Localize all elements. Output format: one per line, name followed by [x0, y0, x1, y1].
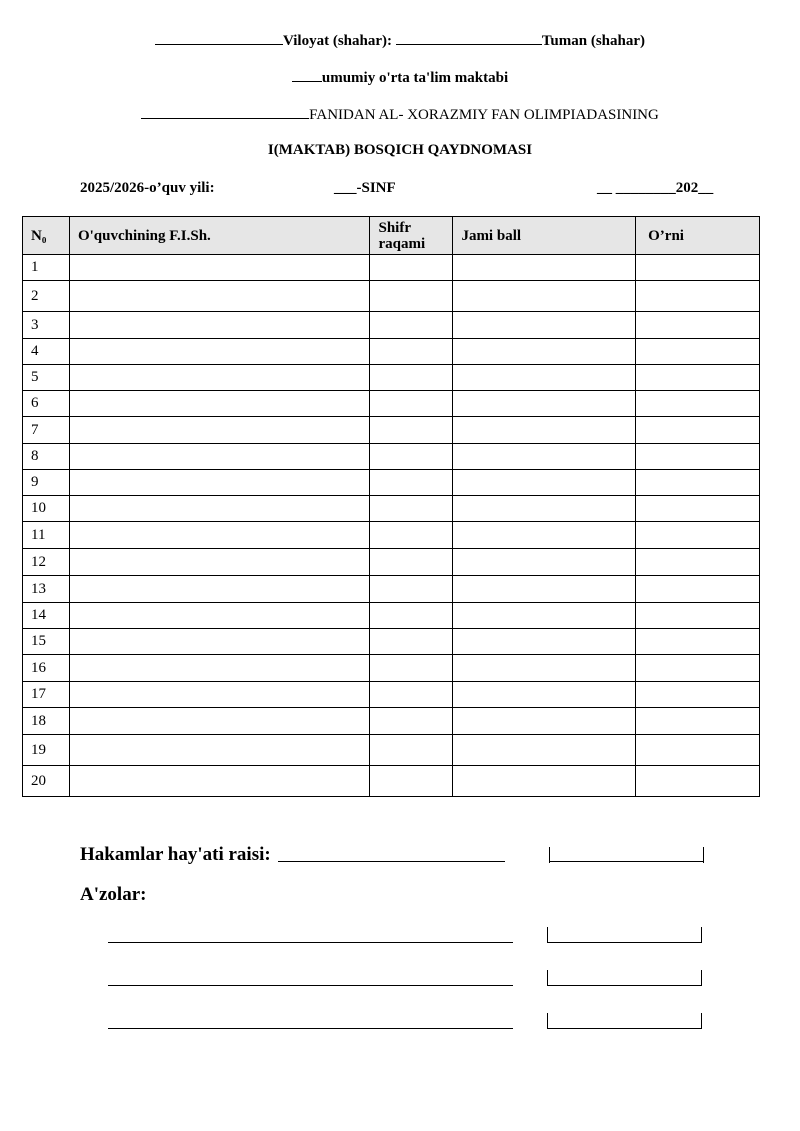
member-name-line[interactable]: [108, 1028, 513, 1029]
total-score-cell[interactable]: [453, 655, 636, 682]
student-name-cell[interactable]: [69, 549, 370, 576]
student-name-cell[interactable]: [69, 576, 370, 603]
student-name-cell[interactable]: [69, 444, 370, 470]
col-code: Shifr raqami: [370, 217, 453, 255]
table-row: [23, 576, 760, 603]
total-score-cell[interactable]: [453, 417, 636, 444]
place-cell[interactable]: [636, 655, 760, 682]
table-row: [23, 549, 760, 576]
student-name-cell[interactable]: [69, 365, 370, 391]
table-row: [23, 339, 760, 365]
total-score-cell[interactable]: [453, 766, 636, 797]
member-signature-bar-right: [701, 927, 702, 943]
place-cell[interactable]: [636, 603, 760, 629]
school-number-blank[interactable]: [292, 68, 322, 82]
chair-label: Hakamlar hay'ati raisi:: [80, 844, 271, 865]
row-number: 19: [23, 735, 70, 766]
row-number: 14: [23, 603, 70, 629]
code-cell[interactable]: [370, 470, 453, 496]
row-number: 2: [23, 281, 70, 312]
region-label: Viloyat (shahar):: [282, 33, 393, 49]
row-number: 15: [23, 629, 70, 655]
col-place: O’rni: [636, 217, 760, 255]
table-row: [23, 735, 760, 766]
member-signature-bar-right: [701, 1013, 702, 1029]
student-name-cell[interactable]: [69, 255, 370, 281]
place-cell[interactable]: [636, 522, 760, 549]
table-row: [23, 682, 760, 708]
code-cell[interactable]: [370, 281, 453, 312]
member-signature-bar-left: [547, 1013, 548, 1029]
row-number: 4: [23, 339, 70, 365]
row-number: 18: [23, 708, 70, 735]
member-name-line[interactable]: [108, 985, 513, 986]
class-label: ___-SINF: [334, 180, 396, 196]
place-cell[interactable]: [636, 391, 760, 417]
row-number: 11: [23, 522, 70, 549]
row-number: 8: [23, 444, 70, 470]
student-name-cell[interactable]: [69, 682, 370, 708]
row-number: 12: [23, 549, 70, 576]
total-score-cell[interactable]: [453, 735, 636, 766]
member-signature-bar-left: [547, 927, 548, 943]
table-row: [23, 629, 760, 655]
row-number: 3: [23, 312, 70, 339]
member-signature-line[interactable]: [548, 942, 701, 943]
region-blank[interactable]: [155, 31, 283, 45]
member-signature-bar-left: [547, 970, 548, 986]
table-row: [23, 444, 760, 470]
row-number: 16: [23, 655, 70, 682]
row-number: 17: [23, 682, 70, 708]
total-score-cell[interactable]: [453, 255, 636, 281]
code-cell[interactable]: [370, 444, 453, 470]
total-score-cell[interactable]: [453, 391, 636, 417]
col-total-score: Jami ball: [453, 217, 636, 255]
student-name-cell[interactable]: [69, 766, 370, 797]
place-cell[interactable]: [636, 766, 760, 797]
district-blank[interactable]: [396, 31, 542, 45]
subject-blank[interactable]: [141, 105, 309, 119]
place-cell[interactable]: [636, 496, 760, 522]
code-cell[interactable]: [370, 549, 453, 576]
chair-signature-bar-right: [703, 847, 704, 863]
code-cell[interactable]: [370, 496, 453, 522]
total-score-cell[interactable]: [453, 549, 636, 576]
place-cell[interactable]: [636, 281, 760, 312]
total-score-cell[interactable]: [453, 496, 636, 522]
stage-title: I(MAKTAB) BOSQICH QAYDNOMASI: [267, 142, 533, 158]
members-label: A'zolar:: [80, 884, 147, 905]
student-name-cell[interactable]: [69, 312, 370, 339]
student-name-cell[interactable]: [69, 391, 370, 417]
col-student-name: O'quvchining F.I.Sh.: [69, 217, 370, 255]
place-cell[interactable]: [636, 576, 760, 603]
code-cell[interactable]: [370, 655, 453, 682]
chair-signature-line[interactable]: [550, 861, 703, 862]
table-row: [23, 255, 760, 281]
place-cell[interactable]: [636, 444, 760, 470]
place-cell[interactable]: [636, 682, 760, 708]
code-cell[interactable]: [370, 255, 453, 281]
student-name-cell[interactable]: [69, 603, 370, 629]
member-signature-bar-right: [701, 970, 702, 986]
place-cell[interactable]: [636, 417, 760, 444]
place-cell[interactable]: [636, 312, 760, 339]
subject-line: [0, 105, 800, 124]
total-score-cell[interactable]: [453, 708, 636, 735]
total-score-cell[interactable]: [453, 682, 636, 708]
student-name-cell[interactable]: [69, 708, 370, 735]
district-label: Tuman (shahar): [541, 33, 645, 49]
table-row: [23, 708, 760, 735]
total-score-cell[interactable]: [453, 312, 636, 339]
table-row: [23, 603, 760, 629]
table-row: [23, 655, 760, 682]
row-number: 10: [23, 496, 70, 522]
student-name-cell[interactable]: [69, 522, 370, 549]
row-number: 7: [23, 417, 70, 444]
student-name-cell[interactable]: [69, 629, 370, 655]
place-cell[interactable]: [636, 255, 760, 281]
col-number: N₀: [23, 217, 70, 255]
member-name-line[interactable]: [108, 942, 513, 943]
total-score-cell[interactable]: [453, 444, 636, 470]
place-cell[interactable]: [636, 339, 760, 365]
code-cell[interactable]: [370, 365, 453, 391]
row-number: 13: [23, 576, 70, 603]
table-row: [23, 312, 760, 339]
chair-name-line[interactable]: [278, 861, 505, 862]
place-cell[interactable]: [636, 629, 760, 655]
code-cell[interactable]: [370, 735, 453, 766]
code-cell[interactable]: [370, 339, 453, 365]
place-cell[interactable]: [636, 470, 760, 496]
student-name-cell[interactable]: [69, 655, 370, 682]
academic-year: 2025/2026-o’quv yili:: [80, 180, 215, 196]
row-number: 1: [23, 255, 70, 281]
total-score-cell[interactable]: [453, 365, 636, 391]
total-score-cell[interactable]: [453, 281, 636, 312]
row-number: 20: [23, 766, 70, 797]
total-score-cell[interactable]: [453, 522, 636, 549]
student-name-cell[interactable]: [69, 735, 370, 766]
results-table: [22, 216, 760, 797]
code-cell[interactable]: [370, 682, 453, 708]
code-cell[interactable]: [370, 417, 453, 444]
row-number: 6: [23, 391, 70, 417]
student-name-cell[interactable]: [69, 339, 370, 365]
table-row: [23, 417, 760, 444]
table-row: [23, 281, 760, 312]
school-label: umumiy o'rta ta'lim maktabi: [321, 70, 509, 86]
member-signature-line[interactable]: [548, 1028, 701, 1029]
row-number: 9: [23, 470, 70, 496]
total-score-cell[interactable]: [453, 576, 636, 603]
school-line: [0, 68, 800, 87]
code-cell[interactable]: [370, 603, 453, 629]
region-district-line: [0, 31, 800, 50]
table-row: [23, 766, 760, 797]
table-row: [23, 365, 760, 391]
student-name-cell[interactable]: [69, 496, 370, 522]
table-header-row: [23, 217, 760, 255]
code-cell[interactable]: [370, 391, 453, 417]
student-name-cell[interactable]: [69, 281, 370, 312]
code-cell[interactable]: [370, 629, 453, 655]
total-score-cell[interactable]: [453, 629, 636, 655]
place-cell[interactable]: [636, 735, 760, 766]
row-number: 5: [23, 365, 70, 391]
code-cell[interactable]: [370, 708, 453, 735]
date-label: __ ________202__: [597, 180, 714, 196]
code-cell[interactable]: [370, 576, 453, 603]
total-score-cell[interactable]: [453, 603, 636, 629]
place-cell[interactable]: [636, 708, 760, 735]
code-cell[interactable]: [370, 766, 453, 797]
subject-label: FANIDAN AL- XORAZMIY FAN OLIMPIADASINING: [309, 107, 659, 123]
student-name-cell[interactable]: [69, 470, 370, 496]
code-cell[interactable]: [370, 312, 453, 339]
table-row: [23, 522, 760, 549]
member-signature-line[interactable]: [548, 985, 701, 986]
table-row: [23, 496, 760, 522]
code-cell[interactable]: [370, 522, 453, 549]
total-score-cell[interactable]: [453, 339, 636, 365]
place-cell[interactable]: [636, 365, 760, 391]
student-name-cell[interactable]: [69, 417, 370, 444]
place-cell[interactable]: [636, 549, 760, 576]
table-row: [23, 391, 760, 417]
total-score-cell[interactable]: [453, 470, 636, 496]
table-row: [23, 470, 760, 496]
